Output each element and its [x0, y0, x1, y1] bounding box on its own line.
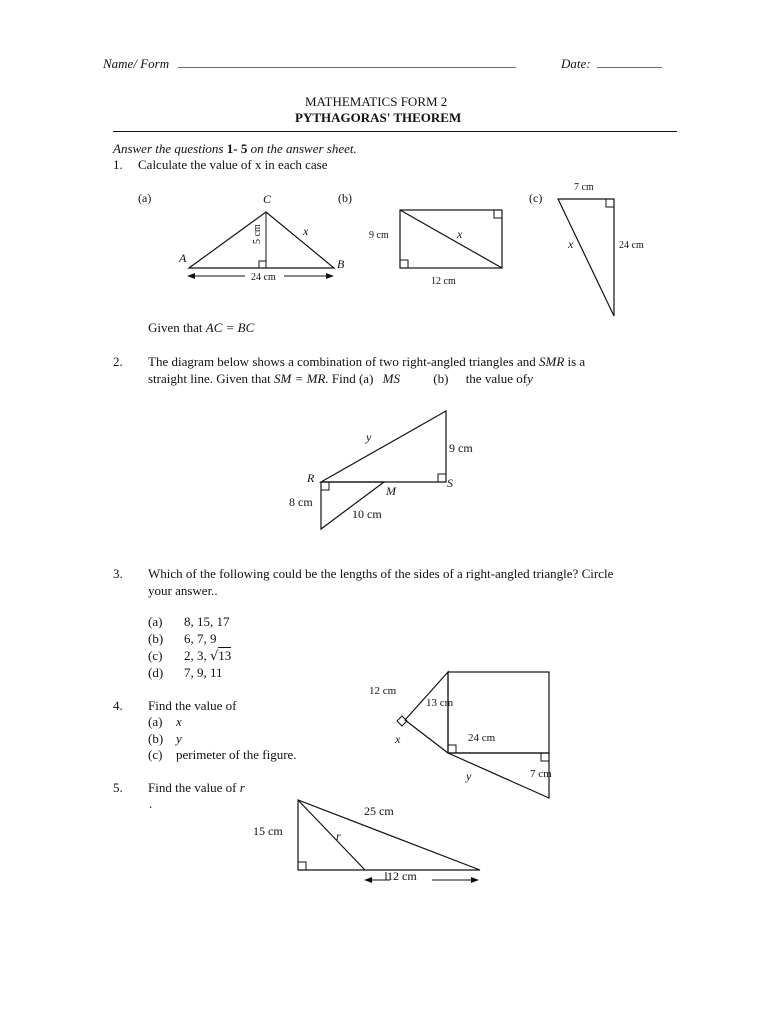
q5-twentyfive-label: 25 cm	[364, 804, 394, 818]
instructions-range: 1- 5	[226, 141, 248, 156]
name-form-line: ____________________________________________________	[178, 54, 516, 69]
q3-option-a-label: (a)	[148, 614, 163, 629]
q4-part-a-value: x	[176, 714, 182, 729]
q2-m-label: M	[386, 484, 396, 498]
q3-option-c-text: 2, 3,	[184, 648, 207, 663]
q4-seven-label: 7 cm	[530, 768, 552, 780]
q4-part-c-value: perimeter of the figure.	[176, 747, 297, 762]
q1-text: Calculate the value of x in each case	[138, 157, 328, 172]
q4-text: Find the value of	[148, 698, 237, 713]
q2-line2-pre: straight line. Given that	[148, 371, 271, 386]
q1b-base-label: 12 cm	[431, 276, 456, 287]
q2-line2-value: the value of	[465, 371, 528, 386]
q1c-label: (c)	[529, 191, 543, 205]
q5-twelve-label: 12 cm	[387, 869, 417, 883]
q4-part-b-value: y	[176, 731, 182, 746]
q1a-height-label: 5 cm	[252, 224, 263, 244]
q2-r-label: R	[307, 471, 315, 485]
q3-option-d-value[interactable]: 7, 9, 11	[184, 665, 223, 680]
instructions-post: on the answer sheet.	[250, 141, 357, 156]
q2-ten-label: 10 cm	[352, 507, 382, 521]
q4-twentyfour-label: 24 cm	[468, 732, 496, 744]
q1a-vertex-b: B	[337, 257, 345, 271]
q5-fifteen-label: 15 cm	[253, 824, 283, 838]
date-line: __________	[597, 54, 662, 69]
q3-line2: your answer..	[148, 583, 218, 598]
q2-line2-ms: MS	[382, 371, 401, 386]
q4-part-a-label: (a)	[148, 714, 163, 729]
date-label: Date:	[561, 56, 591, 71]
q3-option-c-root: 13	[218, 648, 232, 663]
q3-option-b-value[interactable]: 6, 7, 9	[184, 631, 217, 646]
q2-y-label: y	[366, 430, 372, 444]
q2-number: 2.	[113, 354, 123, 369]
q2-line2-find: Find (a)	[331, 371, 374, 386]
q4-twelve-label: 12 cm	[369, 685, 397, 697]
subject-title: MATHEMATICS FORM 2	[305, 94, 448, 109]
sqrt-icon: √	[210, 649, 219, 664]
q1b-x-label: x	[457, 227, 463, 241]
q3-option-d-label: (d)	[148, 665, 164, 680]
q4-part-b-label: (b)	[148, 731, 164, 746]
q5-line-r	[298, 800, 365, 870]
instructions-pre: Answer the questions	[113, 141, 224, 156]
q3-option-a-value[interactable]: 8, 15, 17	[184, 614, 230, 629]
q4-number: 4.	[113, 698, 123, 713]
q5-arrowhead-left	[364, 877, 372, 883]
q1c-top-label: 7 cm	[574, 182, 594, 193]
q3-option-b-label: (b)	[148, 631, 164, 646]
q3-line1: Which of the following could be the lengths of the sides of a right-angled triangle? Circle	[148, 566, 614, 581]
q5-number: 5.	[113, 780, 123, 795]
q1a-vertex-a: A	[179, 251, 187, 265]
q2-line2-y: y	[527, 371, 533, 386]
q1a-base-label: 24 cm	[251, 272, 276, 283]
q2-s-label: S	[447, 476, 453, 490]
name-form-label: Name/ Form	[103, 56, 170, 71]
q2-line1-smr: SMR	[538, 354, 565, 369]
q1-given-pre: Given that	[148, 320, 203, 335]
q2-nine-label: 9 cm	[449, 441, 473, 455]
q5-arrowhead-right	[471, 877, 479, 883]
q1b-label: (b)	[338, 191, 352, 205]
q2-eight-label: 8 cm	[289, 495, 313, 509]
q5-dot: .	[149, 796, 153, 811]
q1c-side-label: 24 cm	[619, 240, 644, 251]
q1-number: 1.	[113, 157, 123, 172]
q3-option-c-label: (c)	[148, 648, 163, 663]
q4-thirteen-label: 13 cm	[426, 697, 454, 709]
q1a-x-label: x	[303, 224, 309, 238]
q5-var: r	[239, 780, 245, 795]
q2-line2-eq: SM = MR.	[274, 371, 329, 386]
q3-number: 3.	[113, 566, 123, 581]
topic-title: PYTHAGORAS' THEOREM	[295, 110, 462, 125]
q4-x-label: x	[395, 732, 401, 746]
q5-right-angle-mark	[298, 862, 306, 870]
q2-line2-b: (b)	[433, 371, 449, 386]
q1b-side-label: 9 cm	[369, 230, 389, 241]
q1a-label: (a)	[138, 191, 152, 205]
q1-given-eq: AC = BC	[205, 320, 255, 335]
q5-r-label: r	[336, 829, 341, 843]
q1a-vertex-c: C	[263, 192, 272, 206]
q1c-x-label: x	[568, 237, 574, 251]
q4-y-label: y	[466, 769, 472, 783]
q5-text-main: Find the value of	[148, 780, 237, 795]
q2-line1-pre: The diagram below shows a combination of two right-angled triangles and	[148, 354, 536, 369]
q2-line1-post: is a	[567, 354, 586, 369]
q4-part-c-label: (c)	[148, 747, 163, 762]
